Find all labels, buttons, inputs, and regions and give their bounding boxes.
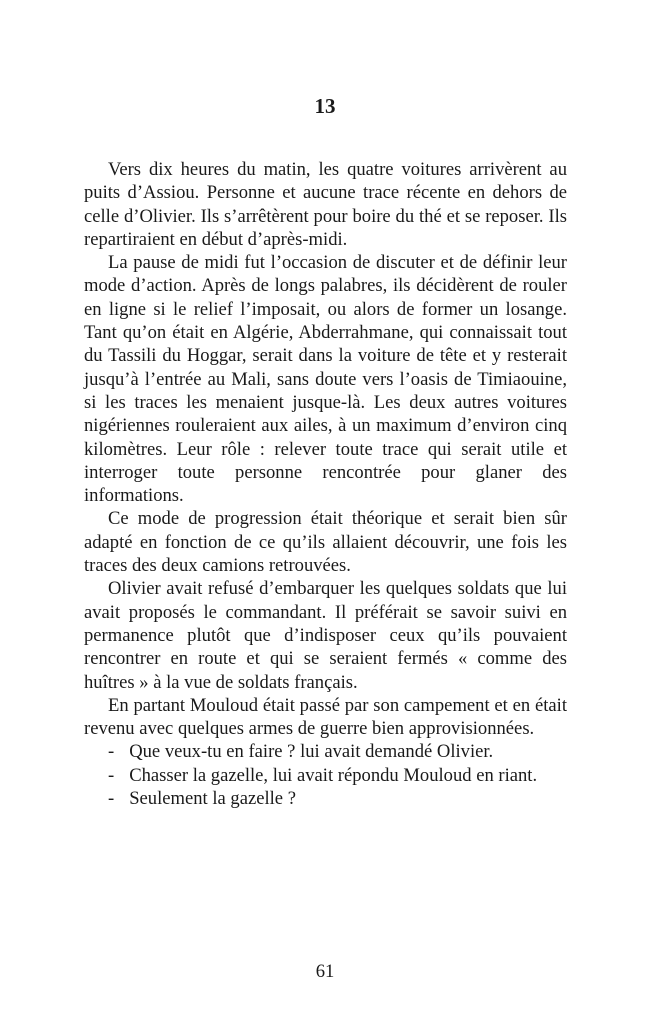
dialogue-line	[84, 740, 567, 763]
paragraph: Olivier avait refusé d’embarquer les quelques soldats que lui avait proposés le commandant. Il préférait se savoir suivi en permanence plutôt que d’indisposer ceux qu’ils pouvaient rencontrer en route et qui se seraient fermés « comme des huîtres » à la vue de soldats français.	[84, 578, 567, 693]
dialogue-text: Chasser la gazelle, lui avait répondu Mouloud en riant.	[129, 764, 538, 786]
dialogue-dash: -	[108, 741, 115, 763]
paragraph: Vers dix heures du matin, les quatre voitures arrivèrent au puits d’Assiou. Personne et aucune trace récente en dehors de celle d’Olivier. Ils s’arrêtèrent pour boire du thé et se reposer. Ils repartiraient en début d’après-midi.	[84, 159, 567, 250]
dialogue-text: Que veux-tu en faire ? lui avait demandé Olivier.	[129, 741, 494, 763]
paragraph: En partant Mouloud était passé par son campement et en était revenu avec quelques armes de guerre bien approvisionnées.	[84, 694, 567, 740]
chapter-body	[84, 158, 567, 810]
paragraph: La pause de midi fut l’occasion de discuter et de définir leur mode d’action. Après de longs palabres, ils décidèrent de rouler en ligne si le relief l’imposait, ou alors de former un losange. Tant qu’on était en Algérie, Abderrahmane, qui connaissait tout du Tassili du Hoggar, serait dans la voiture de tête et y resterait jusqu’à l’entrée au Mali, sans doute vers l’oasis de Timiaouine, si les traces les menaient jusque-là. Les deux autres voitures nigériennes rouleraient aux ailes, à un maximum d’environ cinq kilomètres. Leur rôle : relever toute trace qui serait utile et interroger toute personne rencontrée pour glaner des informations.	[84, 252, 567, 507]
chapter-number: 13	[314, 94, 336, 118]
paragraph: Ce mode de progression était théorique et serait bien sûr adapté en fonction de ce qu’ils allaient découvrir, une fois les traces des deux camions retrouvées.	[84, 508, 567, 577]
dialogue-dash: -	[108, 788, 115, 810]
dialogue-dash: -	[108, 764, 115, 786]
dialogue-line	[84, 787, 567, 810]
page-number: 61	[315, 961, 335, 982]
dialogue-text: Seulement la gazelle ?	[129, 788, 296, 810]
dialogue-line	[84, 764, 567, 787]
